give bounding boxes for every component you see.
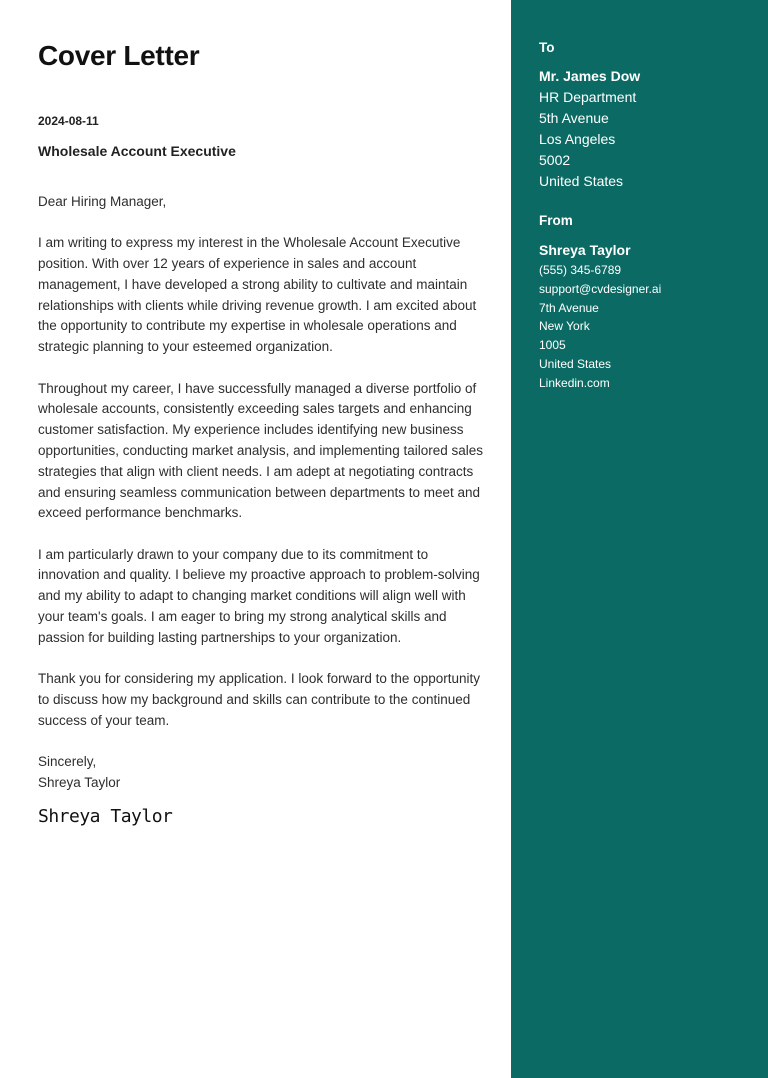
sender-city: New York [539,319,590,334]
sender-country: United States [539,356,612,371]
recipient-zip: 5002 [539,152,571,168]
recipient-name: Mr. James Dow [539,68,641,84]
sender-email[interactable]: support@cvdesigner.ai [539,281,662,296]
recipient-department: HR Department [539,89,637,105]
letter-date: 2024-08-11 [38,114,99,128]
paragraph-3: I am particularly drawn to your company due to its commitment to innovation and quality. I believe my proactive approach to problem-solving and my ability to adapt to changing market conditions will align well with your team's goals. I am eager to bring my strong analytical skills and passion for building lasting partnerships to your organization. [38,546,480,645]
sender-zip: 1005 [539,338,566,353]
closing: Sincerely, [38,754,97,770]
recipient-country: United States [539,173,624,189]
to-heading: To [539,40,555,55]
signature: Shreya Taylor [38,806,173,827]
job-title: Wholesale Account Executive [38,143,236,159]
sender-block [539,240,661,393]
recipient-city: Los Angeles [539,131,616,147]
sender-phone[interactable]: (555) 345-6789 [539,263,622,277]
sender-name: Shreya Taylor [539,242,631,258]
sender-linkedin-link[interactable]: Linkedin.com [539,375,610,390]
sender-street: 7th Avenue [539,300,599,315]
paragraph-4: Thank you for considering my application. I look forward to the opportunity to discuss how my background and skills can contribute to the continued success of your team. [38,671,480,728]
recipient-street: 5th Avenue [539,110,609,126]
greeting: Dear Hiring Manager, [38,194,167,209]
paragraph-1: I am writing to express my interest in the Wholesale Account Executive position. With over 12 years of experience in sales and account management, I have developed a strong ability to cultivate and maintain relationships with clients while driving revenue growth. I am excited about the opportunity to contribute my expertise in wholesale operations and strategic planning to your esteemed organization. [38,235,477,355]
from-heading: From [539,213,573,228]
page-title: Cover Letter [38,40,200,71]
sidebar [511,0,768,1078]
paragraph-2: Throughout my career, I have successfully managed a diverse portfolio of wholesale accounts, consistently exceeding sales targets and enhancing customer satisfaction. My experience includes identifying new business opportunities, conducting market analysis, and implementing tailored sales strategies that align with client needs. I am adept at negotiating contracts and ensuring seamless communication between departments to meet and exceed performance benchmarks. [38,380,483,521]
recipient-block [539,66,640,192]
closing-block [38,752,488,794]
closing-name: Shreya Taylor [38,774,121,790]
letter-body [38,192,488,794]
